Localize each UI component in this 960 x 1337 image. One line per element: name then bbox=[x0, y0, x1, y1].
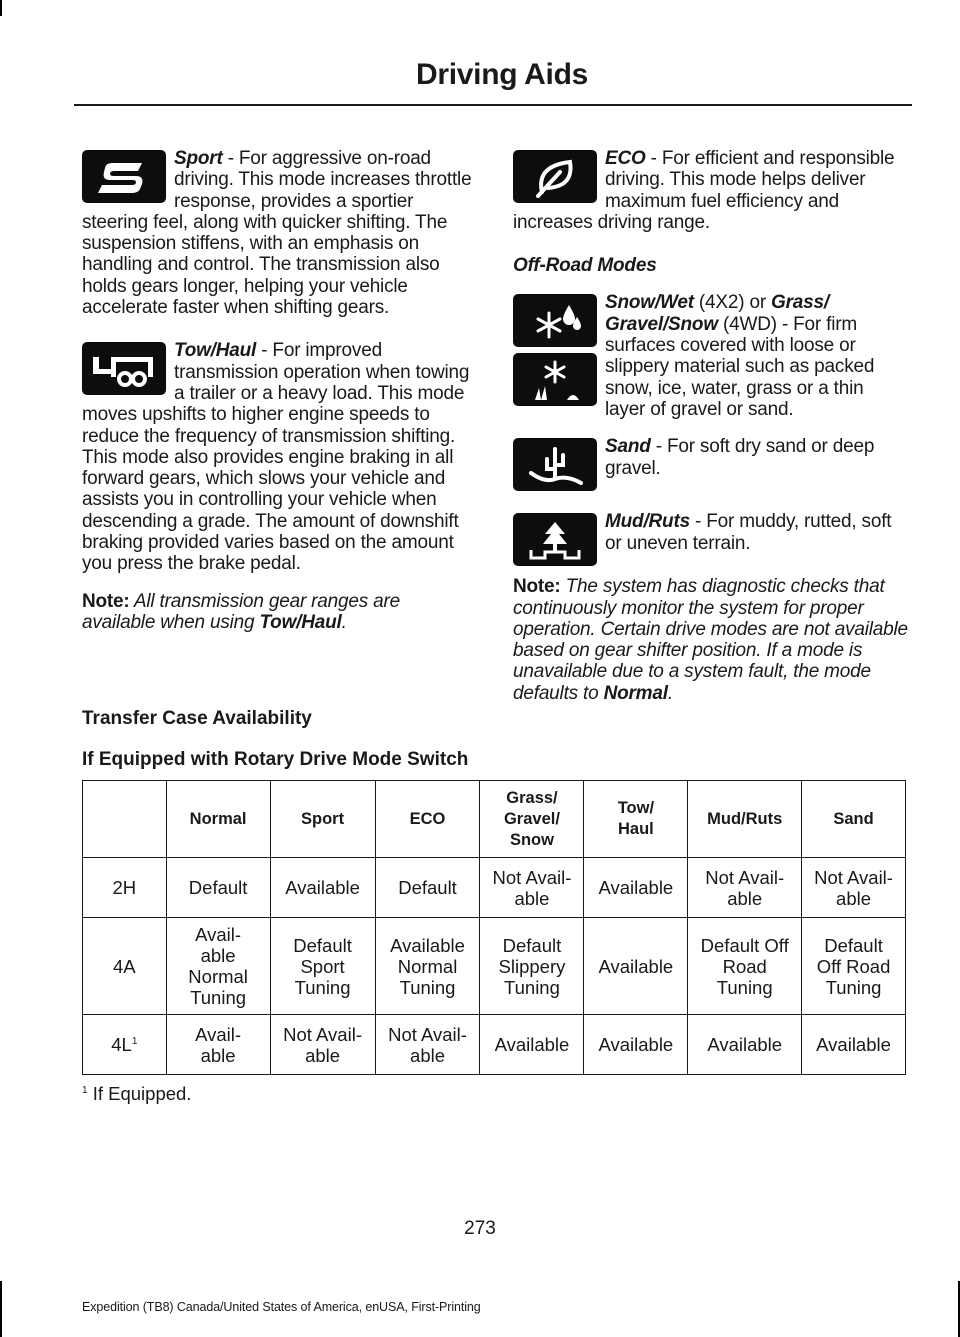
snow-wet-mid: (4X2) or bbox=[693, 292, 772, 314]
snow-wet-description: (4WD) - For firm surfaces covered with loose or slippery material such as packed snow, ice, water, grass or a thin layer of gravel or sand. bbox=[605, 313, 875, 420]
table-cell: Default Slippery Tuning bbox=[480, 918, 584, 1015]
sport-s-icon bbox=[82, 150, 166, 203]
sport-mode-block bbox=[82, 148, 474, 318]
snow-wet-mode-block bbox=[513, 292, 908, 420]
tow-haul-note bbox=[82, 591, 474, 634]
snow-icons bbox=[513, 294, 597, 412]
table-cell: Default bbox=[166, 858, 270, 918]
table-header-cell: Normal bbox=[166, 781, 270, 858]
snow-wet-term: Snow/Wet bbox=[605, 292, 694, 314]
leaf-icon bbox=[513, 150, 597, 203]
right-column bbox=[513, 148, 908, 726]
table-row bbox=[83, 858, 906, 918]
table-cell: Default Sport Tuning bbox=[270, 918, 375, 1015]
note-term: Tow/Haul bbox=[259, 611, 342, 633]
table-header-cell: Mud/Ruts bbox=[688, 781, 802, 858]
table-cell: Avail- able Normal Tuning bbox=[166, 918, 270, 1015]
table-cell: 2H bbox=[83, 858, 167, 918]
note-term: Normal bbox=[603, 682, 668, 704]
table-cell: Available bbox=[480, 1015, 584, 1075]
section-title: Transfer Case Availability bbox=[82, 708, 312, 729]
note-text: All transmission gear ranges are available when using bbox=[82, 590, 400, 633]
sport-description: - For aggressive on-road driving. This mode increases throttle response, provides a sportier steering feel, along with quicker shifting. The suspension stiffens, with an emphasis on handling and control. The transmission also holds gears longer, helping your vehicle accelerate faster when shifting gears. bbox=[82, 148, 472, 319]
header-rule bbox=[74, 104, 912, 106]
mud-ruts-description: - For muddy, rutted, soft or uneven terrain. bbox=[605, 511, 892, 554]
note-text: The system has diagnostic checks that continuously monitor the system for proper operation. Certain drive modes are not available based on gear shifter position. If a mode is unavailable due to a system fault, the mode defaults to bbox=[513, 576, 908, 704]
table-header-cell: Sand bbox=[802, 781, 906, 858]
note-end: . bbox=[667, 682, 673, 704]
eco-term: ECO bbox=[605, 148, 646, 169]
table-cell: Not Avail- able bbox=[480, 858, 584, 918]
table-cell: Avail- able bbox=[166, 1015, 270, 1075]
table-cell bbox=[83, 1015, 167, 1075]
crop-mark bbox=[958, 1281, 960, 1337]
mud-ruts-mode-block bbox=[513, 511, 908, 568]
tow-haul-term: Tow/Haul bbox=[174, 340, 257, 362]
transfer-case-table bbox=[82, 780, 906, 1075]
sand-term: Sand bbox=[605, 436, 651, 458]
sport-term: Sport bbox=[174, 148, 223, 169]
table-cell: Available bbox=[802, 1015, 906, 1075]
table-header-row bbox=[83, 781, 906, 858]
table-cell: Available bbox=[584, 918, 688, 1015]
snowflake-grass-icon bbox=[513, 353, 597, 406]
crop-mark bbox=[0, 0, 2, 16]
table-cell: Not Avail- able bbox=[688, 858, 802, 918]
diagnostic-note bbox=[513, 576, 908, 704]
tree-ruts-icon bbox=[513, 513, 597, 566]
cactus-icon bbox=[513, 438, 597, 491]
footnote-ref: 1 bbox=[131, 1035, 138, 1047]
table-header-cell: Sport bbox=[270, 781, 375, 858]
table-cell: Default Off Road Tuning bbox=[688, 918, 802, 1015]
section-subtitle: If Equipped with Rotary Drive Mode Switch bbox=[82, 749, 469, 770]
table-cell: Available bbox=[584, 858, 688, 918]
left-column bbox=[82, 148, 474, 655]
eco-mode-block bbox=[513, 148, 908, 233]
table-cell: Available bbox=[270, 858, 375, 918]
crop-mark bbox=[0, 1281, 2, 1337]
row-label: 4L bbox=[111, 1034, 132, 1055]
table-row bbox=[83, 918, 906, 1015]
table-header-cell bbox=[83, 781, 167, 858]
table-cell: Not Avail- able bbox=[270, 1015, 375, 1075]
footnote-marker: 1 bbox=[82, 1084, 88, 1096]
mud-ruts-term: Mud/Ruts bbox=[605, 511, 690, 533]
page-number: 273 bbox=[464, 1218, 496, 1239]
table-cell: Not Avail- able bbox=[802, 858, 906, 918]
note-label: Note: bbox=[82, 590, 130, 612]
tow-haul-mode-block bbox=[82, 340, 474, 574]
footnote bbox=[82, 1083, 191, 1105]
table-header-cell: ECO bbox=[375, 781, 480, 858]
table-cell: Available bbox=[688, 1015, 802, 1075]
page-title: Driving Aids bbox=[416, 58, 588, 91]
table-cell: Available Normal Tuning bbox=[375, 918, 480, 1015]
note-label: Note: bbox=[513, 576, 561, 598]
offroad-modes-heading: Off-Road Modes bbox=[513, 255, 657, 277]
sand-description: - For soft dry sand or deep gravel. bbox=[605, 436, 875, 479]
note-end: . bbox=[341, 611, 347, 633]
table-cell: Default bbox=[375, 858, 480, 918]
trailer-icon bbox=[82, 342, 166, 395]
footnote-text: If Equipped. bbox=[87, 1083, 192, 1104]
table-cell: 4A bbox=[83, 918, 167, 1015]
table-header-cell: Grass/ Gravel/ Snow bbox=[480, 781, 584, 858]
grass-gravel-snow-term: Grass/ Gravel/Snow bbox=[605, 292, 829, 335]
sand-mode-block bbox=[513, 436, 908, 493]
snowflake-water-icon bbox=[513, 294, 597, 347]
tow-haul-description: - For improved transmission operation when towing a trailer or a heavy load. This mode moves upshifts to higher engine speeds to reduce the frequency of transmission shifting. This mode also provides engine braking in all forward gears, which slows your vehicle and assists you in controlling your vehicle when descending a grade. The amount of downshift braking provided varies based on the amount you press the brake pedal. bbox=[82, 340, 470, 575]
table-cell: Available bbox=[584, 1015, 688, 1075]
table-row bbox=[83, 1015, 906, 1075]
table-cell: Not Avail- able bbox=[375, 1015, 480, 1075]
table-cell: Default Off Road Tuning bbox=[802, 918, 906, 1015]
table-header-cell: Tow/ Haul bbox=[584, 781, 688, 858]
footer-text: Expedition (TB8) Canada/United States of America, enUSA, First-Printing bbox=[82, 1300, 481, 1314]
eco-description: - For efficient and responsible driving. This mode helps deliver maximum fuel efficiency and increases driving range. bbox=[513, 148, 895, 233]
